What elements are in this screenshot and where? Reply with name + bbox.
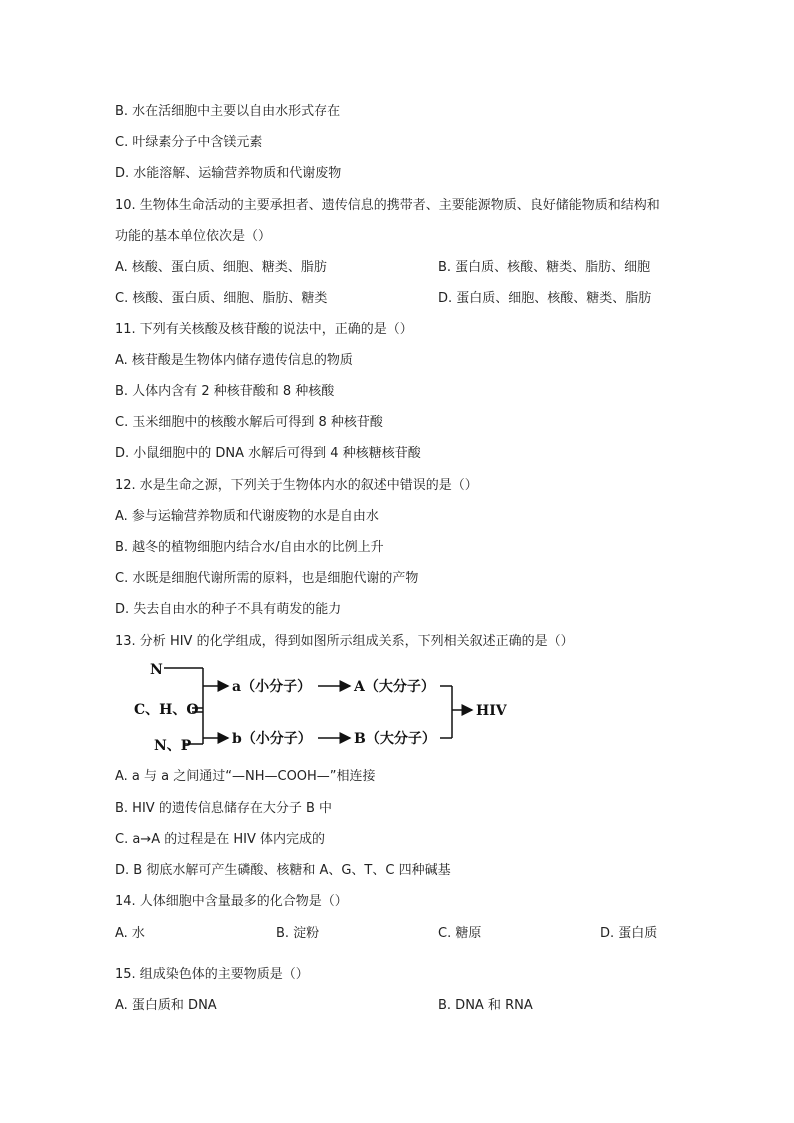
q11-option-a: A. 核苷酸是生物体内储存遗传信息的物质 (115, 353, 353, 368)
q9-option-d: D. 水能溶解、运输营养物质和代谢废物 (115, 166, 342, 181)
q14-option-c: C. 糖原 (438, 926, 482, 941)
q13-stem: 13. 分析 HIV 的化学组成，得到如图所示组成关系，下列相关叙述正确的是（） (115, 634, 574, 649)
q11-option-c: C. 玉米细胞中的核酸水解后可得到 8 种核苷酸 (115, 415, 383, 430)
q10-option-b: B. 蛋白质、核酸、糖类、脂肪、细胞 (438, 260, 651, 275)
q11-option-b: B. 人体内含有 2 种核苷酸和 8 种核酸 (115, 384, 335, 399)
diagram-label-hiv: HIV (476, 703, 507, 719)
q14-option-d: D. 蛋白质 (600, 926, 658, 941)
q12-option-b: B. 越冬的植物细胞内结合水/自由水的比例上升 (115, 540, 384, 555)
q12-option-c: C. 水既是细胞代谢所需的原料，也是细胞代谢的产物 (115, 571, 419, 586)
q13-option-d: D. B 彻底水解可产生磷酸、核糖和 A、G、T、C 四种碱基 (115, 863, 451, 878)
q10-option-a: A. 核酸、蛋白质、细胞、糖类、脂肪 (115, 260, 327, 275)
diagram-label-a-small: a（小分子） (232, 679, 312, 695)
diagram-label-n: N (150, 662, 163, 678)
q9-option-b: B. 水在活细胞中主要以自由水形式存在 (115, 104, 341, 119)
diagram-label-b-large: B（大分子） (354, 731, 436, 747)
q9-option-c: C. 叶绿素分子中含镁元素 (115, 135, 263, 150)
hiv-composition-diagram (128, 658, 518, 756)
q15-option-a: A. 蛋白质和 DNA (115, 998, 217, 1013)
q14-option-b: B. 淀粉 (276, 926, 320, 941)
q10-option-d: D. 蛋白质、细胞、核酸、糖类、脂肪 (438, 291, 652, 306)
diagram-label-b-small: b（小分子） (232, 731, 312, 747)
q13-option-c: C. a→A 的过程是在 HIV 体内完成的 (115, 832, 325, 847)
q13-option-b: B. HIV 的遗传信息储存在大分子 B 中 (115, 801, 333, 816)
q10-stem-line2: 功能的基本单位依次是（） (115, 229, 272, 244)
q12-stem: 12. 水是生命之源，下列关于生物体内水的叙述中错误的是（） (115, 478, 478, 493)
q15-option-b: B. DNA 和 RNA (438, 998, 533, 1013)
q10-option-c: C. 核酸、蛋白质、细胞、脂肪、糖类 (115, 291, 328, 306)
q11-option-d: D. 小鼠细胞中的 DNA 水解后可得到 4 种核糖核苷酸 (115, 446, 421, 461)
q12-option-d: D. 失去自由水的种子不具有萌发的能力 (115, 602, 342, 617)
q14-option-a: A. 水 (115, 926, 145, 941)
diagram-label-np: N、P (154, 738, 192, 754)
q13-option-a: A. a 与 a 之间通过“—NH—COOH—”相连接 (115, 769, 376, 784)
diagram-label-a-large: A（大分子） (354, 679, 435, 695)
q15-stem: 15. 组成染色体的主要物质是（） (115, 967, 309, 982)
q14-stem: 14. 人体细胞中含量最多的化合物是（） (115, 894, 348, 909)
q12-option-a: A. 参与运输营养物质和代谢废物的水是自由水 (115, 509, 379, 524)
q10-stem-line1: 10. 生物体生命活动的主要承担者、遗传信息的携带者、主要能源物质、良好储能物质和结构和 (115, 198, 660, 213)
q11-stem: 11. 下列有关核酸及核苷酸的说法中，正确的是（） (115, 322, 413, 337)
diagram-label-cho: C、H、O (134, 702, 199, 718)
